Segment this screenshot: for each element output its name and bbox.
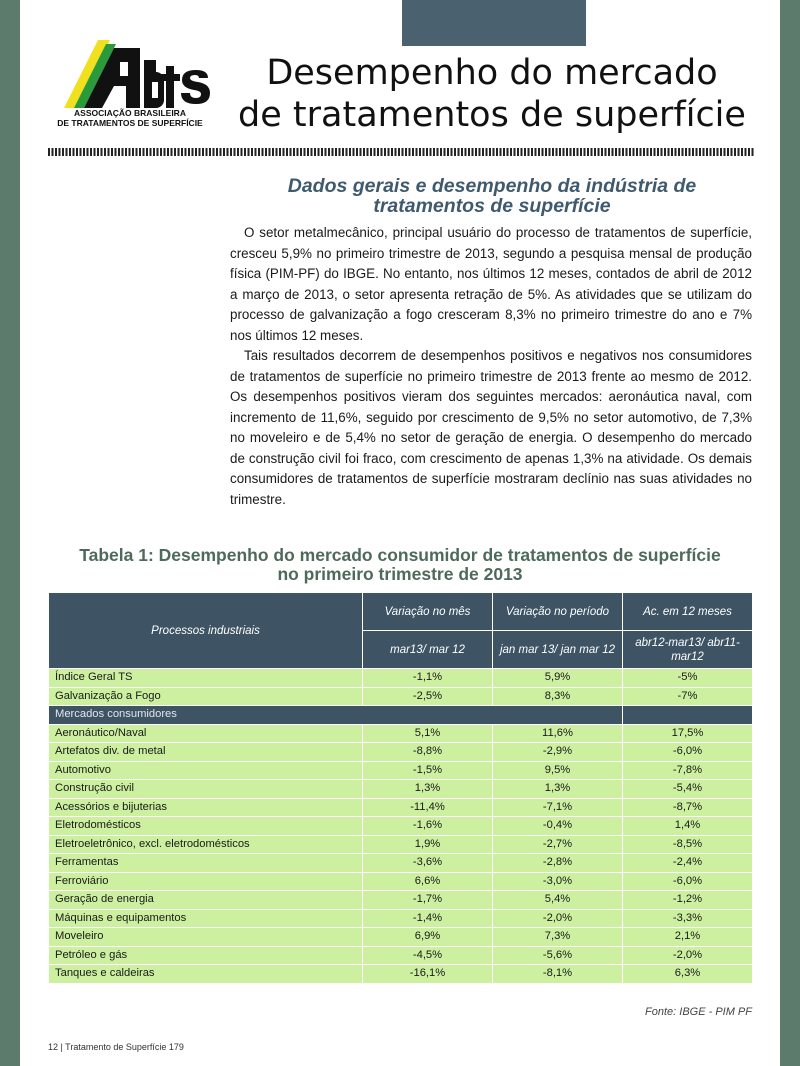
section-title-line1: Dados gerais e desempenho da indústria de [287, 175, 697, 197]
table-row [49, 946, 753, 965]
logo-subtitle-line2: DE TRATAMENTOS DE SUPERFÍCIE [57, 118, 203, 128]
summary-rows [49, 669, 753, 706]
cell-variacao-periodo: -2,8% [493, 854, 623, 873]
table-row [49, 891, 753, 910]
table-row [49, 854, 753, 873]
cell-acumulado: -5,4% [623, 780, 753, 799]
header-variacao-periodo: Variação no período [493, 593, 623, 631]
table-row [49, 780, 753, 799]
cell-variacao-periodo: -8,1% [493, 965, 623, 984]
cell-acumulado: -2,0% [623, 946, 753, 965]
table-title-line1: Tabela 1: Desempenho do mercado consumidor de tratamentos de superfície [79, 545, 721, 565]
table-source: Fonte: IBGE - PIM PF [645, 1006, 752, 1018]
cell-variacao-periodo: -7,1% [493, 798, 623, 817]
cell-variacao-mes: -16,1% [363, 965, 493, 984]
logo-subtitle-line1: ASSOCIAÇÃO BRASILEIRA [74, 108, 186, 118]
row-label: Tanques e caldeiras [49, 965, 363, 984]
header-variacao-mes: Variação no mês [363, 593, 493, 631]
cell-variacao-mes: 6,9% [363, 928, 493, 947]
cell-acumulado: 17,5% [623, 724, 753, 743]
cell-acumulado: -6,0% [623, 872, 753, 891]
cell-variacao-mes: -8,8% [363, 743, 493, 762]
page-footer: 12 | Tratamento de Superfície 179 [48, 1042, 184, 1052]
row-label: Ferroviário [49, 872, 363, 891]
table-row [49, 724, 753, 743]
table-row [49, 928, 753, 947]
dashed-divider [48, 148, 754, 156]
cell-variacao-mes: -1,4% [363, 909, 493, 928]
cell-acumulado: -7% [623, 687, 753, 706]
row-label: Galvanização a Fogo [49, 687, 363, 706]
table-row [49, 817, 753, 836]
table-row [49, 798, 753, 817]
table-row [49, 669, 753, 688]
subheader-acumulado: abr12-mar13/ abr11-mar12 [623, 631, 753, 669]
group-label: Mercados consumidores [49, 706, 623, 725]
cell-variacao-periodo: 5,9% [493, 669, 623, 688]
row-label: Ferramentas [49, 854, 363, 873]
page-title [228, 52, 756, 136]
section-title-line2: tratamentos de superfície [373, 195, 611, 217]
cell-variacao-mes: -1,7% [363, 891, 493, 910]
cell-variacao-periodo: 11,6% [493, 724, 623, 743]
article-paragraph-2: Tais resultados decorrem de desempenhos positivos e negativos nos consumidores de tratamentos de superfície no primeiro trimestre de 2013 frente ao mesmo de 2012. Os desempenhos positivos vieram dos seguintes mercados: aeronáutica naval, com incremento de 11,6%, seguido por crescimento de 9,5% no setor automotivo, de 7,3% no moveleiro e de 5,4% no setor de geração de energia. O desempenho do mercado de construção civil foi fraco, com crescimento de apenas 1,3% na atividade. Os demais consumidores de tratamentos de superfície mostraram declínio nas suas atividades no trimestre. [230, 348, 752, 507]
page-title-line1: Desempenho do mercado [266, 53, 718, 93]
row-label: Eletroeletrônico, excl. eletrodomésticos [49, 835, 363, 854]
cell-variacao-periodo: -2,9% [493, 743, 623, 762]
cell-acumulado: 2,1% [623, 928, 753, 947]
table-row [49, 835, 753, 854]
cell-variacao-mes: 1,9% [363, 835, 493, 854]
cell-variacao-periodo: -2,0% [493, 909, 623, 928]
cell-variacao-mes: -4,5% [363, 946, 493, 965]
cell-variacao-mes: -3,6% [363, 854, 493, 873]
cell-variacao-periodo: -0,4% [493, 817, 623, 836]
table-row [49, 743, 753, 762]
logo-subtitle [46, 108, 214, 128]
cell-variacao-mes: 5,1% [363, 724, 493, 743]
table-title-line2: no primeiro trimestre de 2013 [277, 564, 523, 584]
page-title-line2: de tratamentos de superfície [238, 95, 746, 135]
cell-acumulado: 1,4% [623, 817, 753, 836]
row-label: Moveleiro [49, 928, 363, 947]
table-row [49, 761, 753, 780]
cell-acumulado: -5% [623, 669, 753, 688]
cell-acumulado: -1,2% [623, 891, 753, 910]
header-processos: Processos industriais [49, 593, 363, 669]
cell-variacao-mes: -1,5% [363, 761, 493, 780]
article-paragraph-1: O setor metalmecânico, principal usuário do processo de tratamentos de superfície, cresceu 5,9% no primeiro trimestre de 2013, segundo a pesquisa mensal de produção física (PIM-PF) do IBGE. No entanto, nos últimos 12 meses, contados de abril de 2012 a março de 2013, o setor apresenta retração de 5%. As atividades que se utilizam do processo de galvanização a fogo cresceram 8,3% no primeiro trimestre do ano e 7% nos últimos 12 meses. [230, 225, 752, 343]
row-label: Geração de energia [49, 891, 363, 910]
row-label: Aeronáutico/Naval [49, 724, 363, 743]
cell-variacao-mes: -1,6% [363, 817, 493, 836]
cell-variacao-mes: 6,6% [363, 872, 493, 891]
row-label: Artefatos div. de metal [49, 743, 363, 762]
section-title [232, 176, 752, 216]
table-row [49, 687, 753, 706]
cell-variacao-mes: -11,4% [363, 798, 493, 817]
row-label: Acessórios e bijuterias [49, 798, 363, 817]
cell-variacao-mes: -2,5% [363, 687, 493, 706]
cell-variacao-periodo: 1,3% [493, 780, 623, 799]
cell-variacao-periodo: 9,5% [493, 761, 623, 780]
table-row [49, 872, 753, 891]
group-empty-cell [623, 706, 753, 725]
cell-acumulado: -8,7% [623, 798, 753, 817]
cell-acumulado: -7,8% [623, 761, 753, 780]
group-row [49, 706, 753, 725]
row-label: Automotivo [49, 761, 363, 780]
row-label: Construção civil [49, 780, 363, 799]
row-label: Petróleo e gás [49, 946, 363, 965]
cell-variacao-periodo: -3,0% [493, 872, 623, 891]
header-acumulado: Ac. em 12 meses [623, 593, 753, 631]
cell-acumulado: -6,0% [623, 743, 753, 762]
cell-acumulado: 6,3% [623, 965, 753, 984]
cell-acumulado: -3,3% [623, 909, 753, 928]
row-label: Máquinas e equipamentos [49, 909, 363, 928]
cell-variacao-periodo: -2,7% [493, 835, 623, 854]
row-label: Eletrodomésticos [49, 817, 363, 836]
market-rows [49, 724, 753, 983]
cell-variacao-mes: 1,3% [363, 780, 493, 799]
subheader-periodo: jan mar 13/ jan mar 12 [493, 631, 623, 669]
market-table [48, 592, 753, 984]
table-row [49, 909, 753, 928]
row-label: Índice Geral TS [49, 669, 363, 688]
cell-variacao-mes: -1,1% [363, 669, 493, 688]
cell-acumulado: -2,4% [623, 854, 753, 873]
cell-variacao-periodo: -5,6% [493, 946, 623, 965]
table-row [49, 965, 753, 984]
table-title [44, 546, 756, 584]
header-tab [402, 0, 586, 46]
cell-variacao-periodo: 8,3% [493, 687, 623, 706]
cell-acumulado: -8,5% [623, 835, 753, 854]
subheader-mes: mar13/ mar 12 [363, 631, 493, 669]
cell-variacao-periodo: 7,3% [493, 928, 623, 947]
article-body [230, 223, 752, 510]
group-row-wrapper [49, 706, 753, 725]
cell-variacao-periodo: 5,4% [493, 891, 623, 910]
